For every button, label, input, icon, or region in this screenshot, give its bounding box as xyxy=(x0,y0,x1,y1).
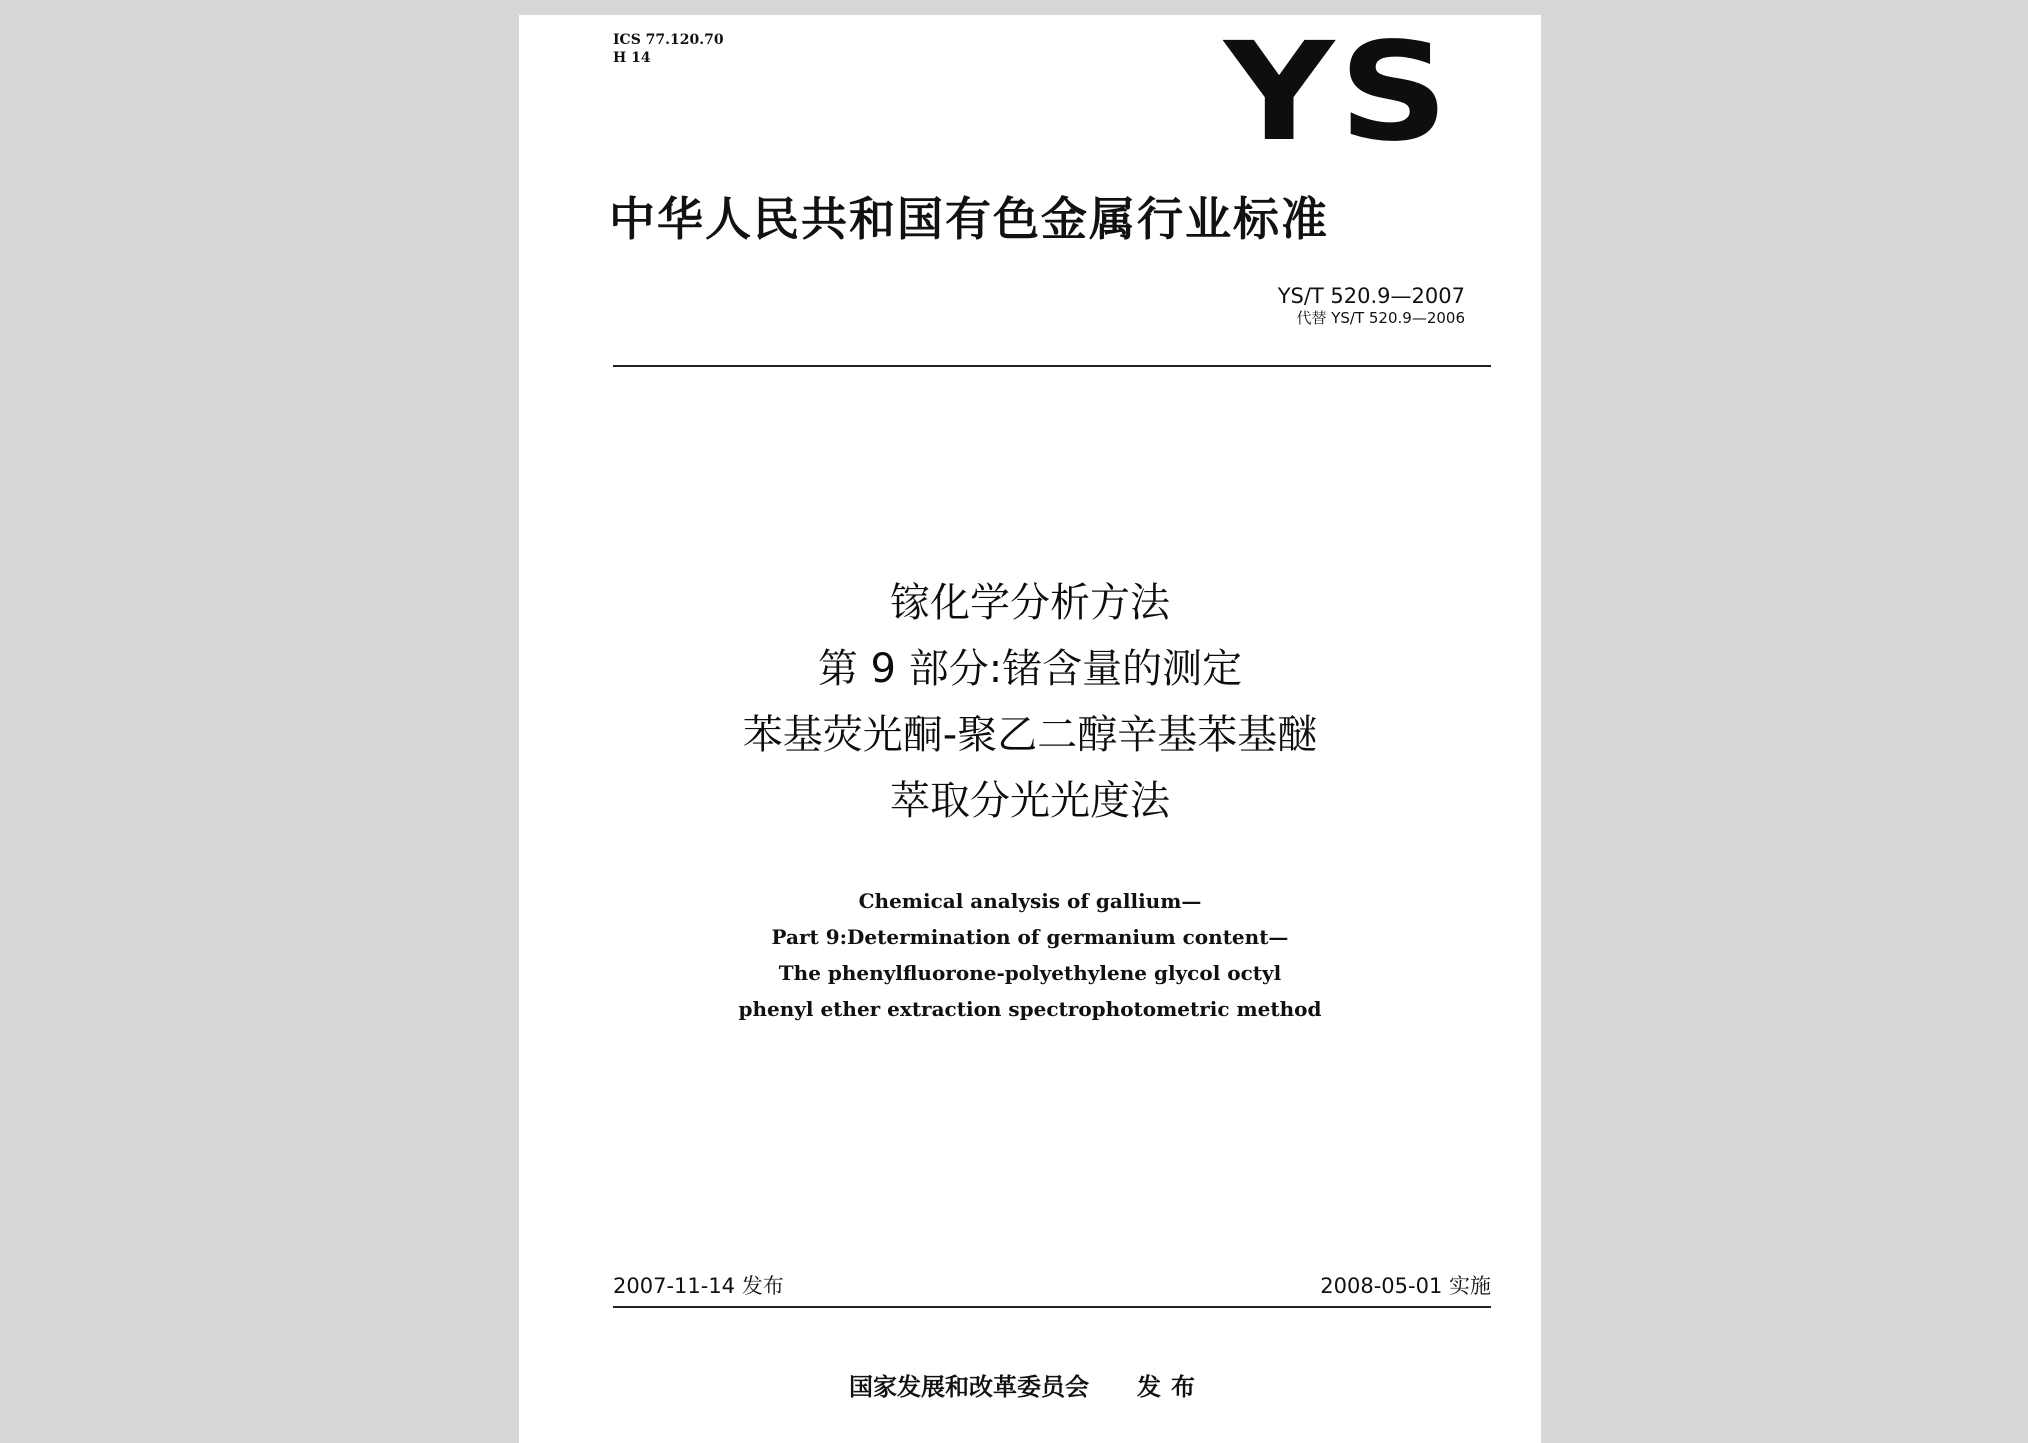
replaces-standard: 代替 YS/T 520.9—2006 xyxy=(1296,309,1465,327)
chinese-title xyxy=(519,570,1541,834)
english-title-line: Chemical analysis of gallium— xyxy=(858,889,1202,913)
classification-codes xyxy=(613,31,724,67)
issue-date: 2007-11-14 发布 xyxy=(613,1274,784,1298)
issuer-name: 国家发展和改革委员会 xyxy=(849,1373,1089,1401)
ys-logo: YS xyxy=(1224,14,1453,172)
chinese-title-line: 第 9 部分:锗含量的测定 xyxy=(817,646,1243,692)
english-title-line: phenyl ether extraction spectrophotometric method xyxy=(738,997,1322,1021)
publish-label: 发布 xyxy=(1137,1373,1205,1401)
chinese-title-line: 萃取分光光度法 xyxy=(890,778,1170,824)
english-title xyxy=(519,883,1541,1027)
chinese-title-line: 苯基荧光酮-聚乙二醇辛基苯基醚 xyxy=(742,712,1318,758)
chinese-title-line: 镓化学分析方法 xyxy=(890,580,1170,626)
english-title-line: Part 9:Determination of germanium content— xyxy=(771,925,1289,949)
footer-divider xyxy=(613,1306,1491,1308)
organization-title: 中华人民共和国有色金属行业标准 xyxy=(609,192,1329,246)
ics-code: ICS 77.120.70 xyxy=(613,32,724,48)
header-divider xyxy=(613,365,1491,367)
implementation-date: 2008-05-01 实施 xyxy=(1320,1274,1491,1298)
standard-cover-page xyxy=(519,15,1541,1443)
english-title-line: The phenylfluorone-polyethylene glycol octyl xyxy=(778,961,1282,985)
category-code: H 14 xyxy=(613,50,651,66)
standard-number: YS/T 520.9—2007 xyxy=(1277,284,1465,308)
standard-number-block xyxy=(1278,283,1465,328)
publisher xyxy=(849,1372,1205,1402)
